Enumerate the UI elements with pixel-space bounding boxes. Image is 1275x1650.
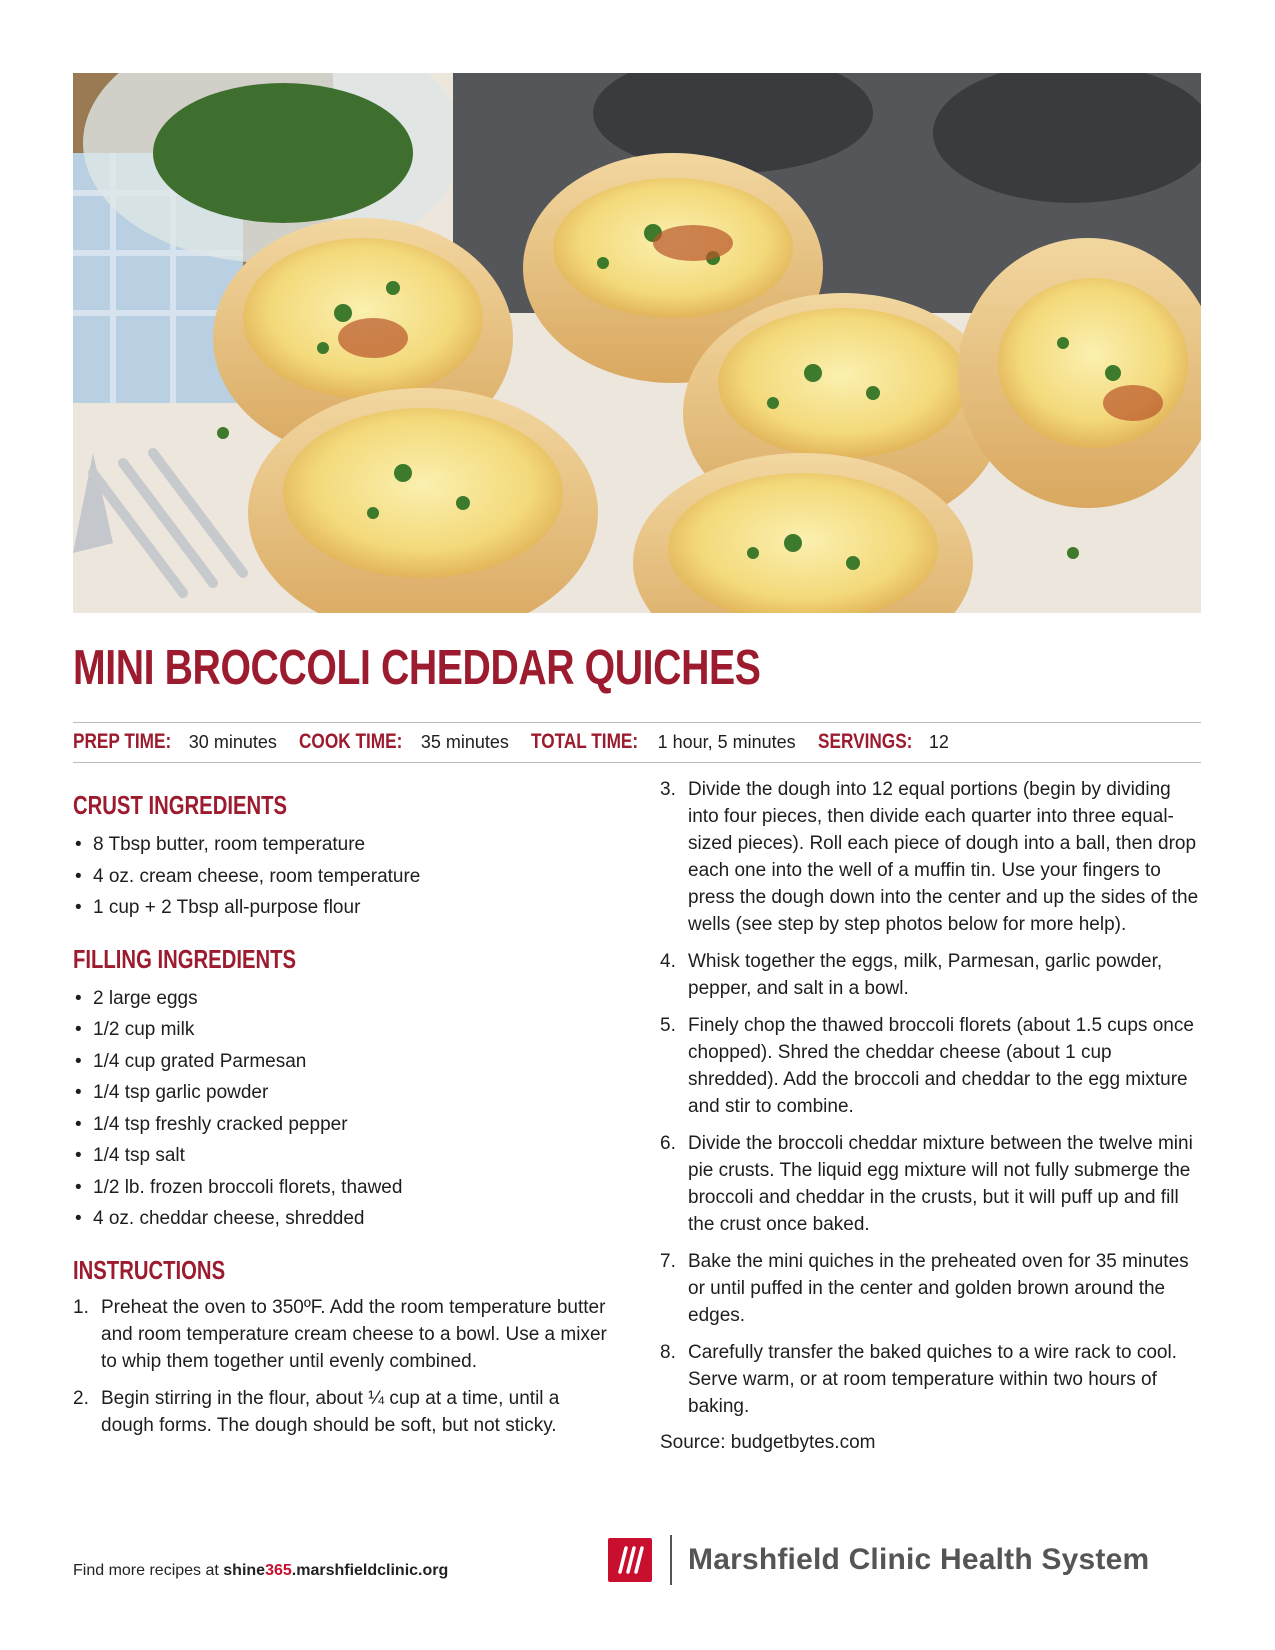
step-number: 7.	[660, 1251, 676, 1272]
right-column	[660, 776, 1205, 1454]
prep-time-label: PREP TIME:	[73, 730, 172, 753]
step-number: 4.	[660, 951, 676, 972]
recipe-source: Source: budgetbytes.com	[660, 1432, 876, 1453]
crust-heading: CRUST INGREDIENTS	[73, 790, 288, 820]
step-number: 2.	[73, 1387, 89, 1409]
instructions-heading: INSTRUCTIONS	[73, 1254, 226, 1285]
step-text: Bake the mini quiches in the preheated oven for 35 minutes or until puffed in the center and golden brown around the edges.	[688, 1251, 1189, 1326]
instruction-step	[660, 776, 1205, 938]
list-item: • 8 Tbsp butter, room temperature	[73, 829, 613, 861]
page-title: MINI BROCCOLI CHEDDAR QUICHES	[73, 641, 761, 695]
list-item: • 4 oz. cheddar cheese, shredded	[73, 1203, 613, 1235]
brand-logo	[608, 1535, 1149, 1585]
hero-photo-mini-quiches	[73, 73, 1201, 613]
instruction-step	[660, 1248, 1205, 1329]
total-time-value: 1 hour, 5 minutes	[657, 732, 796, 752]
footer-link-shine[interactable]: shine	[223, 1562, 266, 1579]
list-item: • 1/2 cup milk	[73, 1014, 613, 1046]
left-column	[73, 790, 613, 1449]
instruction-step	[660, 1012, 1205, 1120]
instruction-step	[660, 1130, 1205, 1238]
instruction-step	[660, 948, 1205, 1002]
footer-prefix: Find more recipes at	[73, 1562, 224, 1579]
prep-time	[73, 730, 277, 754]
instructions-list-part1	[73, 1294, 613, 1439]
total-time	[531, 730, 796, 754]
step-text: Finely chop the thawed broccoli florets (about 1.5 cups once chopped). Shred the cheddar cheese (about 1 cup shredded). Add the broccoli and cheddar to the egg mixture and stir to combine.	[688, 1015, 1194, 1117]
step-text: Begin stirring in the flour, about ¼ cup at a time, until a dough forms. The dough should be soft, but not sticky.	[101, 1387, 560, 1436]
list-item: • 1/2 lb. frozen broccoli florets, thawed	[73, 1172, 613, 1204]
list-item: • 1/4 tsp salt	[73, 1140, 613, 1172]
marshfield-logo-icon	[608, 1538, 652, 1582]
step-number: 6.	[660, 1133, 676, 1154]
divider-bottom	[73, 762, 1201, 763]
list-item: • 1/4 cup grated Parmesan	[73, 1046, 613, 1078]
footer-more-recipes	[73, 1562, 448, 1580]
logo-divider	[670, 1535, 672, 1585]
crust-list	[73, 829, 613, 924]
step-number: 5.	[660, 1015, 676, 1036]
step-text: Divide the dough into 12 equal portions (begin by dividing into four pieces, then divide each quarter into three equal-sized pieces). Roll each piece of dough into a ball, then drop each one into the well of a muffin tin. Use your fingers to press the dough down into the center and up the sides of the wells (see step by step photos below for more help).	[688, 779, 1199, 935]
footer-link-domain[interactable]: .marshfieldclinic.org	[291, 1562, 449, 1579]
step-text: Preheat the oven to 350ºF. Add the room temperature butter and room temperature cream cheese to a bowl. Use a mixer to whip them together until evenly combined.	[101, 1296, 607, 1372]
brand-name: Marshfield Clinic Health System	[688, 1543, 1150, 1576]
list-item: • 1/4 tsp garlic powder	[73, 1077, 613, 1109]
instruction-step	[73, 1294, 613, 1375]
list-item: • 4 oz. cream cheese, room temperature	[73, 861, 613, 893]
filling-heading: FILLING INGREDIENTS	[73, 943, 297, 974]
servings-label: SERVINGS:	[817, 730, 913, 753]
step-number: 3.	[660, 779, 676, 800]
step-text: Whisk together the eggs, milk, Parmesan, garlic powder, pepper, and salt in a bowl.	[688, 951, 1163, 999]
cook-time-label: COOK TIME:	[298, 730, 403, 753]
prep-time-value: 30 minutes	[188, 732, 277, 752]
divider-top	[73, 722, 1201, 723]
recipe-meta-bar	[73, 730, 971, 760]
instruction-step	[73, 1385, 613, 1439]
cook-time	[299, 730, 509, 754]
servings	[818, 730, 949, 754]
cook-time-value: 35 minutes	[420, 732, 509, 752]
servings-value: 12	[928, 732, 949, 752]
step-number: 1.	[73, 1296, 89, 1318]
instructions-list-part2	[660, 776, 1205, 1420]
instruction-step	[660, 1339, 1205, 1420]
list-item: • 1 cup + 2 Tbsp all-purpose flour	[73, 892, 613, 924]
filling-list	[73, 983, 613, 1235]
step-text: Carefully transfer the baked quiches to a wire rack to cool. Serve warm, or at room temperature within two hours of baking.	[688, 1342, 1177, 1417]
total-time-label: TOTAL TIME:	[530, 730, 639, 753]
footer-link-365[interactable]: 365	[265, 1562, 292, 1579]
list-item: • 2 large eggs	[73, 983, 613, 1015]
list-item: • 1/4 tsp freshly cracked pepper	[73, 1109, 613, 1141]
step-number: 8.	[660, 1342, 676, 1363]
step-text: Divide the broccoli cheddar mixture between the twelve mini pie crusts. The liquid egg mixture will not fully submerge the broccoli and cheddar in the crusts, but it will puff up and fill the crust once baked.	[688, 1133, 1193, 1235]
